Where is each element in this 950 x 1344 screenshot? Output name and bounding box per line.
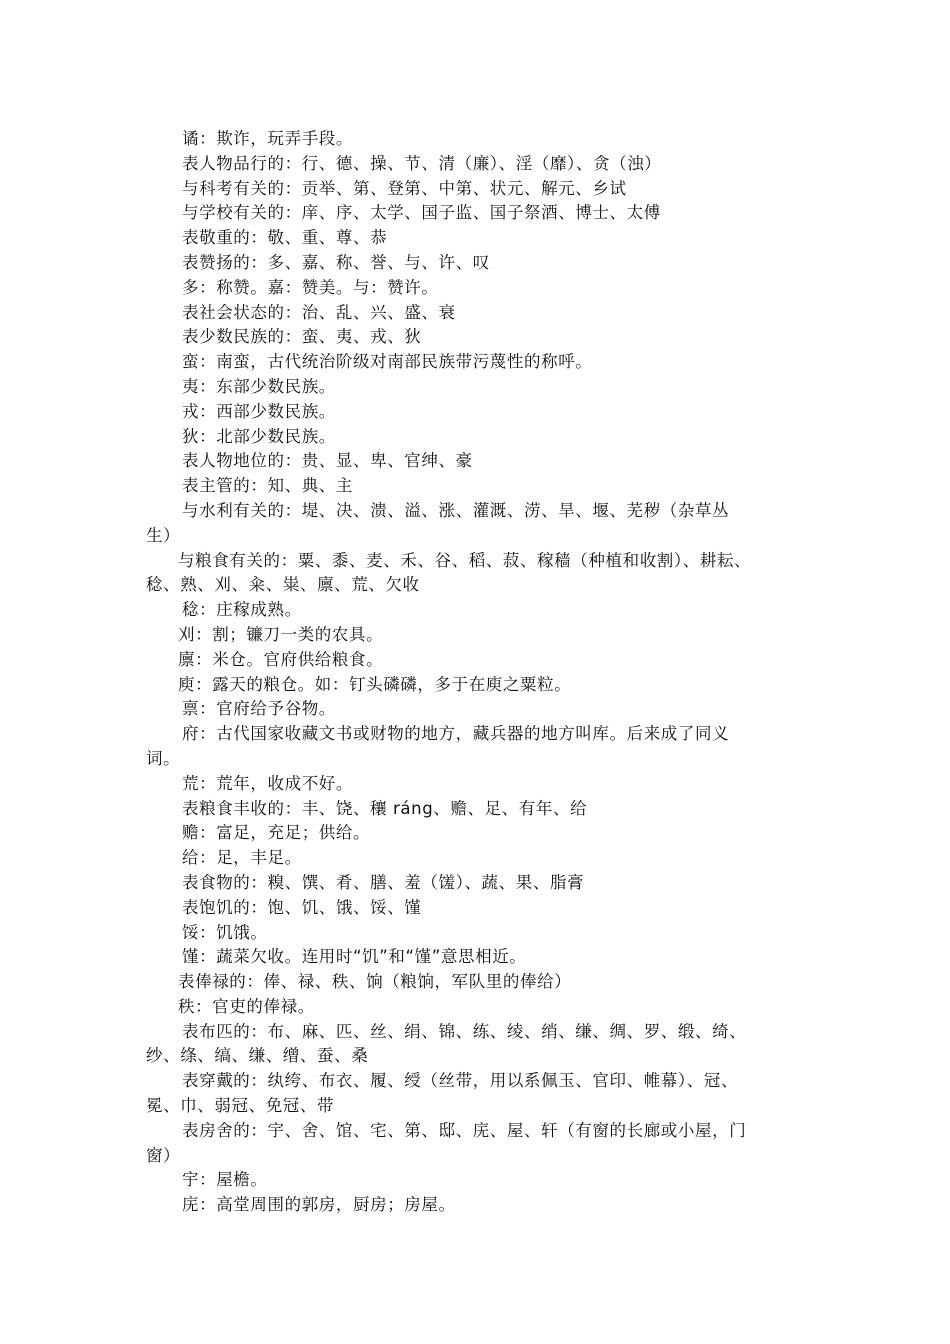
text-line: 词。 [146, 748, 181, 768]
text-line: 稔：庄稼成熟。 [182, 600, 302, 620]
text-line: 庾：露天的粮仓。如：钉头磷磷，多于在庾之粟粒。 [178, 674, 572, 694]
text-line: 宇：屋檐。 [182, 1170, 268, 1190]
text-line: 表人物地位的：贵、显、卑、官绅、豪 [182, 451, 473, 471]
text-line: 表少数民族的：蛮、夷、戎、狄 [182, 327, 422, 347]
text-line: 表主管的：知、典、主 [182, 476, 353, 496]
text-line: 表社会状态的：治、乱、兴、盛、衰 [182, 302, 456, 322]
text-line: 庑：高堂周围的郭房，厨房；房屋。 [182, 1195, 456, 1215]
text-line: 蛮：南蛮，古代统治阶级对南部民族带污蔑性的称呼。 [182, 352, 593, 372]
text-line: 谲：欺诈，玩弄手段。 [182, 129, 353, 148]
text-line: 表食物的：糗、馔、肴、膳、羞（馐）、蔬、果、脂膏 [182, 872, 585, 892]
text-line: 表赞扬的：多、嘉、称、誉、与、许、叹 [182, 252, 490, 272]
text-line: 与粮食有关的：粟、黍、麦、禾、谷、稻、菽、稼穑（种植和收割）、耕耘、 [178, 550, 752, 570]
text-line: 窗） [146, 1145, 181, 1165]
text-line: 馁：饥饿。 [182, 922, 268, 942]
text-body [146, 127, 826, 1218]
text-line: 府：古代国家收藏文书或财物的地方，藏兵器的地方叫库。后来成了同义 [182, 724, 730, 744]
text-line: 表穿戴的：纨绔、布衣、履、绶（丝带，用以系佩玉、官印、帷幕）、冠、 [182, 1071, 739, 1091]
text-line: 戎：西部少数民族。 [182, 401, 336, 421]
text-line: 纱、绦、缟、缣、缯、蚕、桑 [146, 1046, 369, 1066]
text-line: 与水利有关的：堤、决、溃、溢、涨、灌溉、涝、旱、堰、芜秽（杂草丛 [182, 500, 730, 520]
text-line: 廪：米仓。官府供给粮食。 [178, 649, 384, 669]
text-line: 表布匹的：布、麻、匹、丝、绢、锦、练、绫、绡、缣、绸、罗、缎、绮、 [182, 1021, 747, 1041]
text-line: 表饱饥的：饱、饥、饿、馁、馑 [182, 897, 422, 917]
text-line: 与学校有关的：庠、序、太学、国子监、国子祭酒、博士、太傅 [182, 203, 661, 223]
text-line: 表粮食丰收的：丰、饶、穰 ráng、赡、足、有年、给 [182, 798, 588, 818]
text-line: 禀：官府给予谷物。 [182, 699, 336, 719]
text-line: 刈：割；镰刀一类的农具。 [178, 624, 384, 644]
text-line: 狄：北部少数民族。 [182, 426, 336, 446]
text-line: 夷：东部少数民族。 [182, 376, 336, 396]
text-line: 多：称赞。嘉：赞美。与：赞许。 [182, 277, 439, 297]
text-line: 赡：富足，充足；供给。 [182, 823, 371, 843]
text-line: 表人物品行的：行、德、操、节、清（廉）、淫（靡）、贪（浊） [182, 153, 662, 173]
text-line: 生） [146, 525, 181, 545]
text-line: 与科考有关的：贡举、第、登第、中第、状元、解元、乡试 [182, 178, 627, 198]
text-line: 稔、熟、刈、籴、粜、廪、荒、欠收 [146, 575, 420, 595]
text-line: 荒：荒年，收成不好。 [182, 773, 353, 793]
text-line: 馑：蔬菜欠收。连用时“饥”和“馑”意思相近。 [182, 947, 527, 967]
text-line: 表房舍的：宇、舍、馆、宅、第、邸、庑、屋、轩（有窗的长廊或小屋，门 [182, 1120, 747, 1140]
text-line: 表敬重的：敬、重、尊、恭 [182, 228, 388, 248]
text-line: 表俸禄的：俸、禄、秩、饷（粮饷，军队里的俸给） [178, 972, 572, 992]
text-line: 冕、巾、弱冠、免冠、带 [146, 1096, 335, 1116]
text-line: 给：足，丰足。 [182, 848, 302, 868]
text-line: 秩：官吏的俸禄。 [178, 996, 315, 1016]
